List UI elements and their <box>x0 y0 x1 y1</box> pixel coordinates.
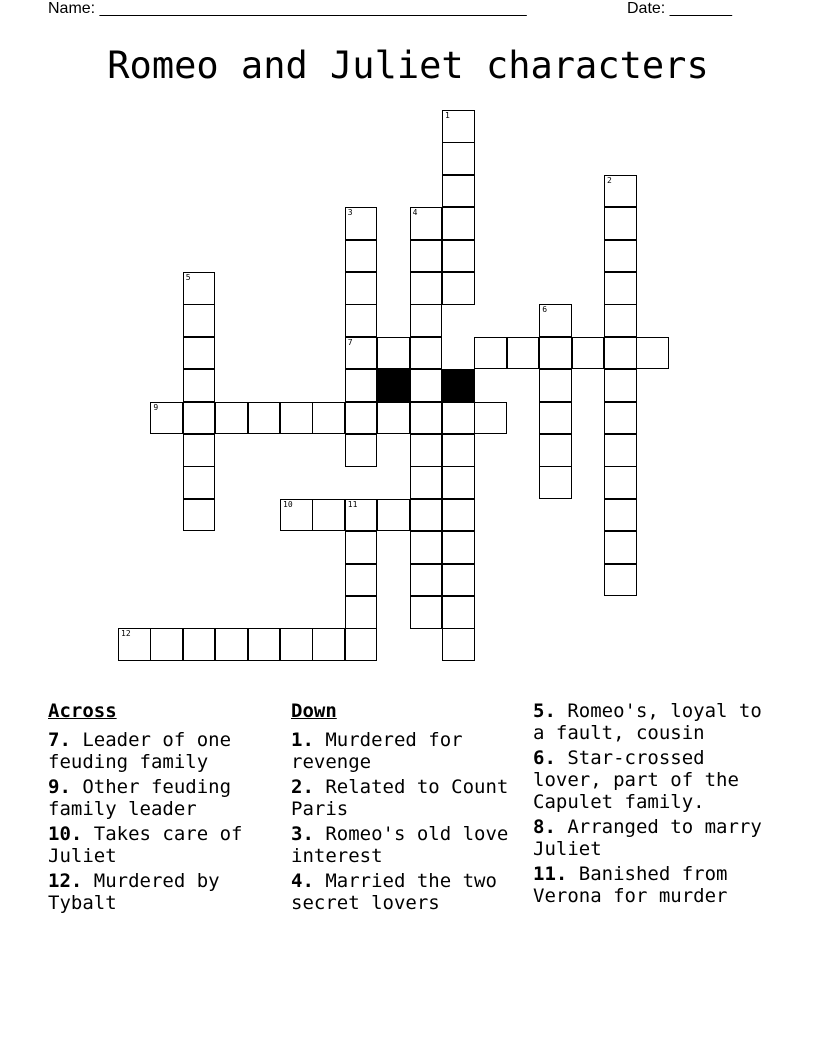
clue-across: 9. Other feuding family leader <box>48 776 232 820</box>
grid-cell[interactable] <box>474 402 507 435</box>
grid-cell[interactable] <box>183 304 216 337</box>
grid-cell[interactable] <box>442 240 475 273</box>
grid-cell[interactable] <box>604 402 637 435</box>
grid-cell[interactable] <box>183 499 216 532</box>
grid-cell[interactable] <box>442 402 475 435</box>
grid-cell[interactable] <box>150 628 183 661</box>
grid-cell[interactable] <box>345 499 378 532</box>
grid-cell[interactable] <box>312 402 345 435</box>
grid-cell[interactable] <box>604 337 637 370</box>
clue-number: 4 <box>412 208 418 218</box>
grid-cell[interactable] <box>410 272 443 305</box>
grid-cell[interactable] <box>604 207 637 240</box>
clue-number: 11 <box>347 499 358 509</box>
grid-cell[interactable] <box>442 564 475 597</box>
grid-cell[interactable] <box>280 499 313 532</box>
grid-cell[interactable] <box>345 531 378 564</box>
clue-number: 10 <box>283 499 293 509</box>
clue-number: 2 <box>607 175 612 185</box>
grid-cell[interactable] <box>215 628 248 661</box>
grid-cell[interactable] <box>410 402 443 435</box>
grid-cell[interactable] <box>410 240 443 273</box>
clue-number: 7 <box>347 337 353 347</box>
grid-cell[interactable] <box>474 337 507 370</box>
grid-cell[interactable] <box>410 564 443 597</box>
clue-number: 1 <box>445 111 450 120</box>
grid-cell[interactable] <box>410 207 443 240</box>
grid-cell[interactable] <box>442 434 475 467</box>
clue-number: 12 <box>121 629 131 639</box>
grid-cell[interactable] <box>442 272 475 305</box>
across-clues <box>48 700 288 917</box>
grid-cell[interactable] <box>410 531 443 564</box>
clue-down: 4. Married the two secret lovers <box>291 870 497 914</box>
grid-cell[interactable] <box>183 272 216 305</box>
grid-cell[interactable] <box>442 110 475 143</box>
clue-down: 2. Related to Count Paris <box>291 776 509 820</box>
grid-cell[interactable] <box>377 337 410 370</box>
grid-cell[interactable] <box>312 628 345 661</box>
grid-cell[interactable] <box>410 499 443 532</box>
clue-down: 5. Romeo's, loyal to a fault, cousin <box>533 700 762 744</box>
grid-cell[interactable] <box>442 142 475 175</box>
grid-cell[interactable] <box>183 434 216 467</box>
grid-cell[interactable] <box>345 272 378 305</box>
grid-cell[interactable] <box>442 628 475 661</box>
grid-cell[interactable] <box>345 337 378 370</box>
grid-cell[interactable] <box>377 499 410 532</box>
grid-cell[interactable] <box>572 337 605 370</box>
grid-cell[interactable] <box>118 628 151 661</box>
grid-cell[interactable] <box>183 402 216 435</box>
grid-cell[interactable] <box>604 240 637 273</box>
name-field-label[interactable]: Name: ________________________________________________ <box>48 0 527 17</box>
grid-cell[interactable] <box>345 304 378 337</box>
grid-cell[interactable] <box>410 596 443 629</box>
grid-cell[interactable] <box>604 175 637 208</box>
grid-cell[interactable] <box>604 272 637 305</box>
grid-cell[interactable] <box>604 434 637 467</box>
grid-cell[interactable] <box>410 466 443 499</box>
down-heading: Down <box>291 700 337 722</box>
clue-down: 11. Banished from Verona for murder <box>533 863 728 907</box>
grid-cell[interactable] <box>539 337 572 370</box>
grid-cell[interactable] <box>345 596 378 629</box>
grid-cell[interactable] <box>410 434 443 467</box>
grid-cell[interactable] <box>442 207 475 240</box>
grid-cell[interactable] <box>345 369 378 402</box>
down-clues <box>291 700 531 917</box>
clue-number: 9 <box>153 402 159 412</box>
grid-cell[interactable] <box>215 402 248 435</box>
clue-down: 1. Murdered for revenge <box>291 729 463 773</box>
down-clues-continued <box>533 700 783 910</box>
black-square <box>442 369 475 402</box>
grid-cell[interactable] <box>183 337 216 370</box>
clue-number: 6 <box>542 305 548 315</box>
grid-cell[interactable] <box>280 628 313 661</box>
grid-cell[interactable] <box>312 499 345 532</box>
across-heading: Across <box>48 700 117 722</box>
clue-number: 3 <box>347 208 353 218</box>
clue-down: 8. Arranged to marry Juliet <box>533 816 762 860</box>
grid-cell[interactable] <box>539 434 572 467</box>
date-field-label[interactable]: Date: _______ <box>627 0 732 17</box>
grid-cell[interactable] <box>150 402 183 435</box>
grid-cell[interactable] <box>539 369 572 402</box>
grid-cell[interactable] <box>604 369 637 402</box>
puzzle-title: Romeo and Juliet characters <box>107 44 709 87</box>
grid-cell[interactable] <box>442 531 475 564</box>
grid-cell[interactable] <box>604 564 637 597</box>
clue-across: 10. Takes care of Juliet <box>48 823 243 867</box>
grid-cell[interactable] <box>507 337 540 370</box>
grid-cell[interactable] <box>410 304 443 337</box>
grid-cell[interactable] <box>410 337 443 370</box>
grid-cell[interactable] <box>539 304 572 337</box>
grid-cell[interactable] <box>410 369 443 402</box>
grid-cell[interactable] <box>345 240 378 273</box>
grid-cell[interactable] <box>442 175 475 208</box>
grid-cell[interactable] <box>604 466 637 499</box>
grid-cell[interactable] <box>377 402 410 435</box>
grid-cell[interactable] <box>345 434 378 467</box>
grid-cell[interactable] <box>604 531 637 564</box>
grid-cell[interactable] <box>604 304 637 337</box>
grid-cell[interactable] <box>636 337 669 370</box>
black-square <box>377 369 410 402</box>
grid-cell[interactable] <box>183 369 216 402</box>
clue-across: 12. Murdered by Tybalt <box>48 870 220 914</box>
grid-cell[interactable] <box>345 207 378 240</box>
grid-cell[interactable] <box>248 628 281 661</box>
grid-cell[interactable] <box>345 402 378 435</box>
clue-number: 5 <box>185 273 191 282</box>
grid-cell[interactable] <box>345 628 378 661</box>
grid-cell[interactable] <box>183 628 216 661</box>
grid-cell[interactable] <box>442 499 475 532</box>
clue-down: 6. Star-crossed lover, part of the Capulet family. <box>533 747 739 813</box>
grid-cell[interactable] <box>248 402 281 435</box>
grid-cell[interactable] <box>345 564 378 597</box>
clue-down: 3. Romeo's old love interest <box>291 823 509 867</box>
clue-across: 7. Leader of one feuding family <box>48 729 232 773</box>
grid-cell[interactable] <box>280 402 313 435</box>
grid-cell[interactable] <box>442 466 475 499</box>
grid-cell[interactable] <box>442 596 475 629</box>
grid-cell[interactable] <box>604 499 637 532</box>
grid-cell[interactable] <box>539 466 572 499</box>
grid-cell[interactable] <box>183 466 216 499</box>
grid-cell[interactable] <box>539 402 572 435</box>
